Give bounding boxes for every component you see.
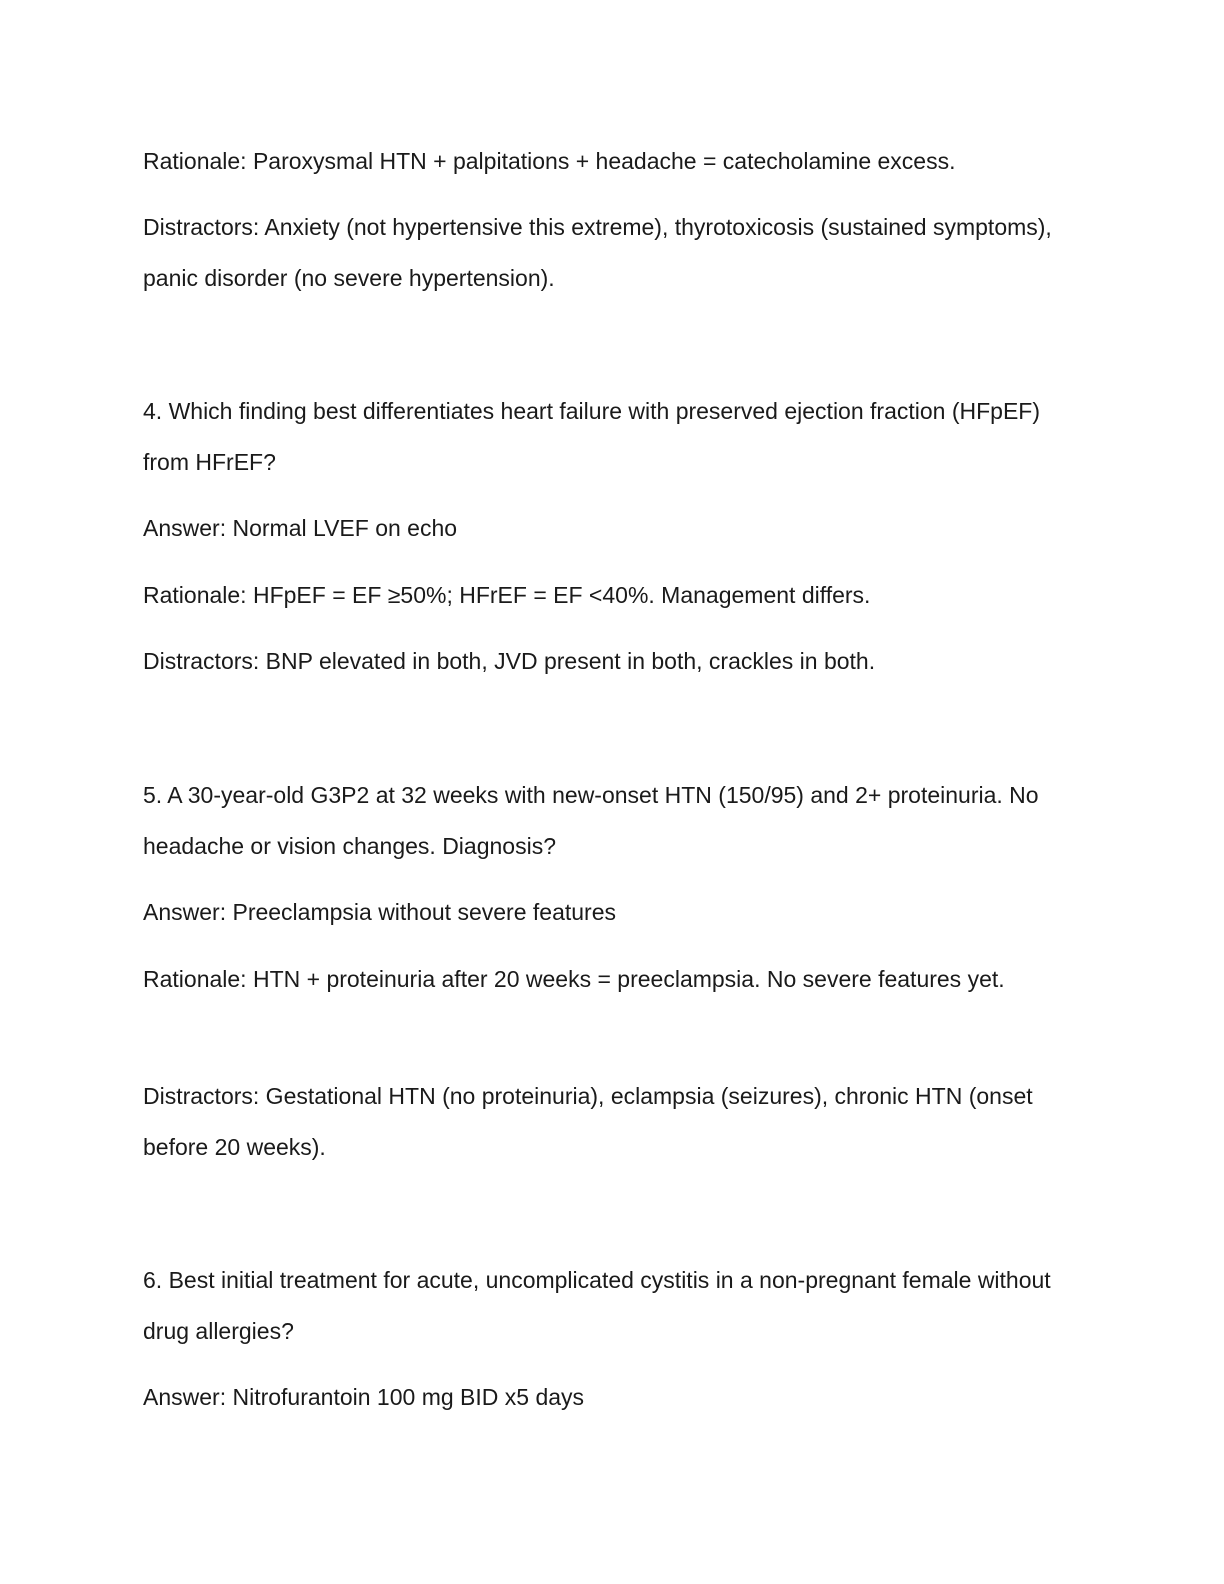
distractors-q5: Distractors: Gestational HTN (no proteinuria), eclampsia (seizures), chronic HTN (onset before 20 weeks). bbox=[143, 1083, 1033, 1160]
distractors-q3: Distractors: Anxiety (not hypertensive this extreme), thyrotoxicosis (sustained symptoms), panic disorder (no severe hypertension). bbox=[143, 214, 1052, 291]
answer-q5: Answer: Preeclampsia without severe features bbox=[143, 899, 616, 925]
rationale-q4: Rationale: HFpEF = EF ≥50%; HFrEF = EF <40%. Management differs. bbox=[143, 582, 871, 608]
rationale-q3: Rationale: Paroxysmal HTN + palpitations + headache = catecholamine excess. bbox=[143, 148, 956, 174]
answer-q6: Answer: Nitrofurantoin 100 mg BID x5 days bbox=[143, 1384, 585, 1410]
rationale-q5: Rationale: HTN + proteinuria after 20 weeks = preeclampsia. No severe features yet. bbox=[143, 966, 1005, 992]
question-5: 5. A 30-year-old G3P2 at 32 weeks with new-onset HTN (150/95) and 2+ proteinuria. No headache or vision changes. Diagnosis? bbox=[143, 782, 1039, 859]
question-4: 4. Which finding best differentiates heart failure with preserved ejection fraction (HFpEF) from HFrEF? bbox=[143, 398, 1040, 475]
distractors-q4: Distractors: BNP elevated in both, JVD present in both, crackles in both. bbox=[143, 648, 876, 674]
answer-q4: Answer: Normal LVEF on echo bbox=[143, 515, 458, 541]
question-6: 6. Best initial treatment for acute, uncomplicated cystitis in a non-pregnant female without drug allergies? bbox=[143, 1267, 1051, 1344]
